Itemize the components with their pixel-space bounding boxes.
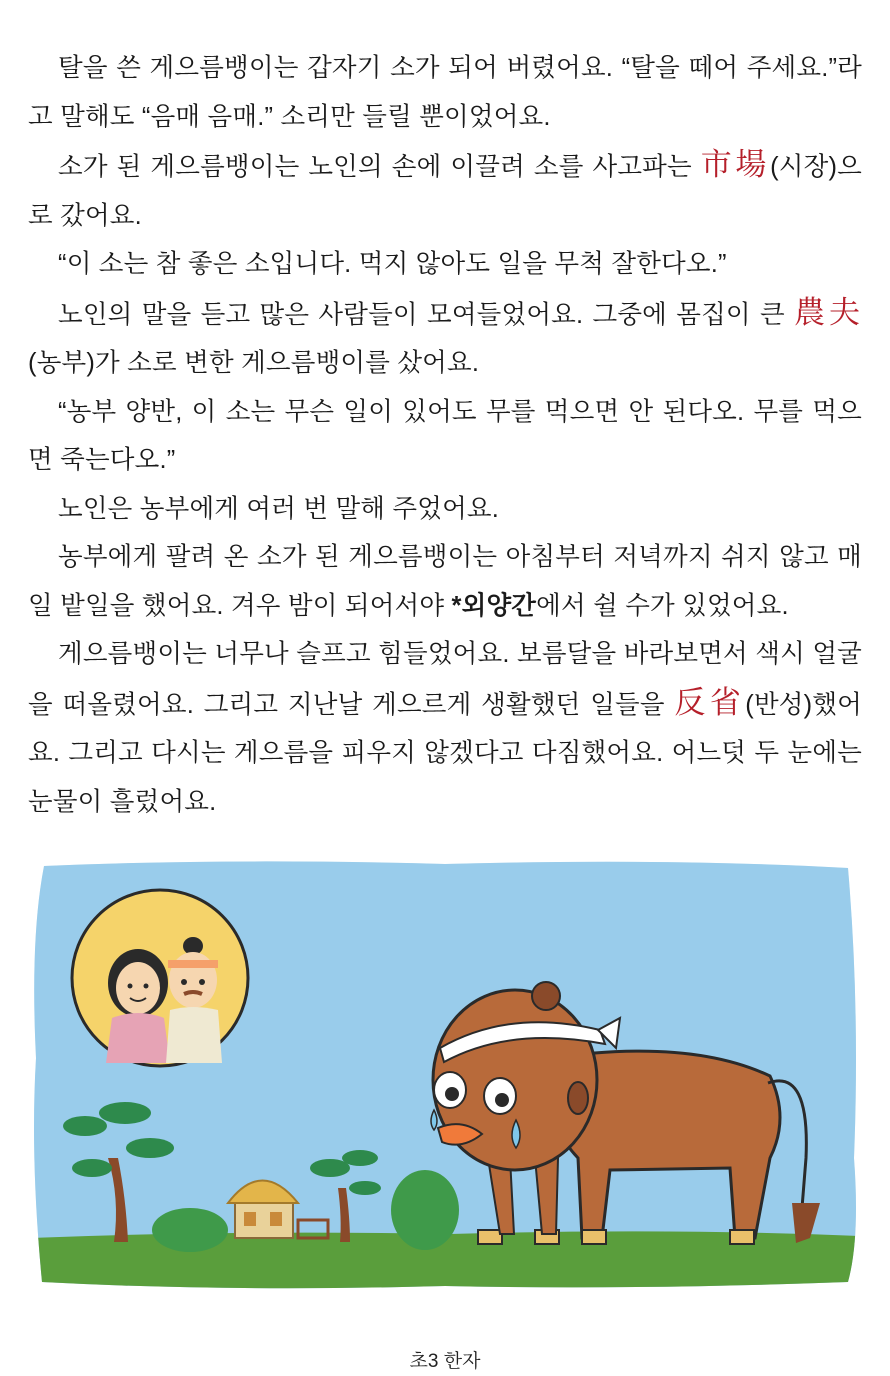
story-text	[28, 44, 862, 826]
term-barn: *외양간	[451, 591, 537, 620]
paragraph-2: 소가 된 게으름뱅이는 노인의 손에 이끌려 소를 사고파는 市場(시장)으로 갔어요.	[28, 147, 862, 230]
crying-cow-illustration	[30, 858, 860, 1290]
paragraph-1: 탈을 쓴 게으름뱅이는 갑자기 소가 되어 버렸어요. “탈을 떼어 주세요.”라고 말해도 “음매 음매.” 소리만 들릴 뿐이었어요.	[28, 54, 862, 131]
paragraph-8: 게으름뱅이는 너무나 슬프고 힘들었어요. 보름달을 바라보면서 색시 얼굴을 떠올렸어요. 그리고 지난날 게으르게 생활했던 일들을 反省(반성)했어요. 그리고 다시는 게으름을 피우지 않겠다고 다짐했어요. 어느덧 두 눈에는 눈물이 흘렀어요.	[28, 640, 862, 816]
bush-2	[391, 1170, 459, 1250]
paragraph-5: “농부 양반, 이 소는 무슨 일이 있어도 무를 먹으면 안 된다오. 무를 먹으면 죽는다오.”	[28, 397, 862, 474]
paragraph-7: 농부에게 팔려 온 소가 된 게으름뱅이는 아침부터 저녁까지 쉬지 않고 매일 밭일을 했어요. 겨우 밤이 되어서야 *외양간에서 쉴 수가 있었어요.	[28, 543, 862, 620]
story-illustration	[30, 858, 860, 1290]
paragraph-4: 노인의 말을 듣고 많은 사람들이 모여들었어요. 그중에 몸집이 큰 農夫(농부)가 소로 변한 게으름뱅이를 샀어요.	[28, 294, 862, 377]
paragraph-3: “이 소는 참 좋은 소입니다. 먹지 않아도 일을 무척 잘한다오.”	[58, 250, 727, 278]
paragraph-6: 노인은 농부에게 여러 번 말해 주었어요.	[58, 494, 500, 523]
bush	[152, 1208, 228, 1252]
memory-bubble	[72, 890, 248, 1066]
hanja-reflection: 反省	[674, 684, 746, 721]
hanja-farmer: 農夫	[794, 294, 862, 331]
hanja-market: 市場	[700, 147, 771, 183]
page-footer-label: 초3 한자	[409, 1351, 481, 1372]
